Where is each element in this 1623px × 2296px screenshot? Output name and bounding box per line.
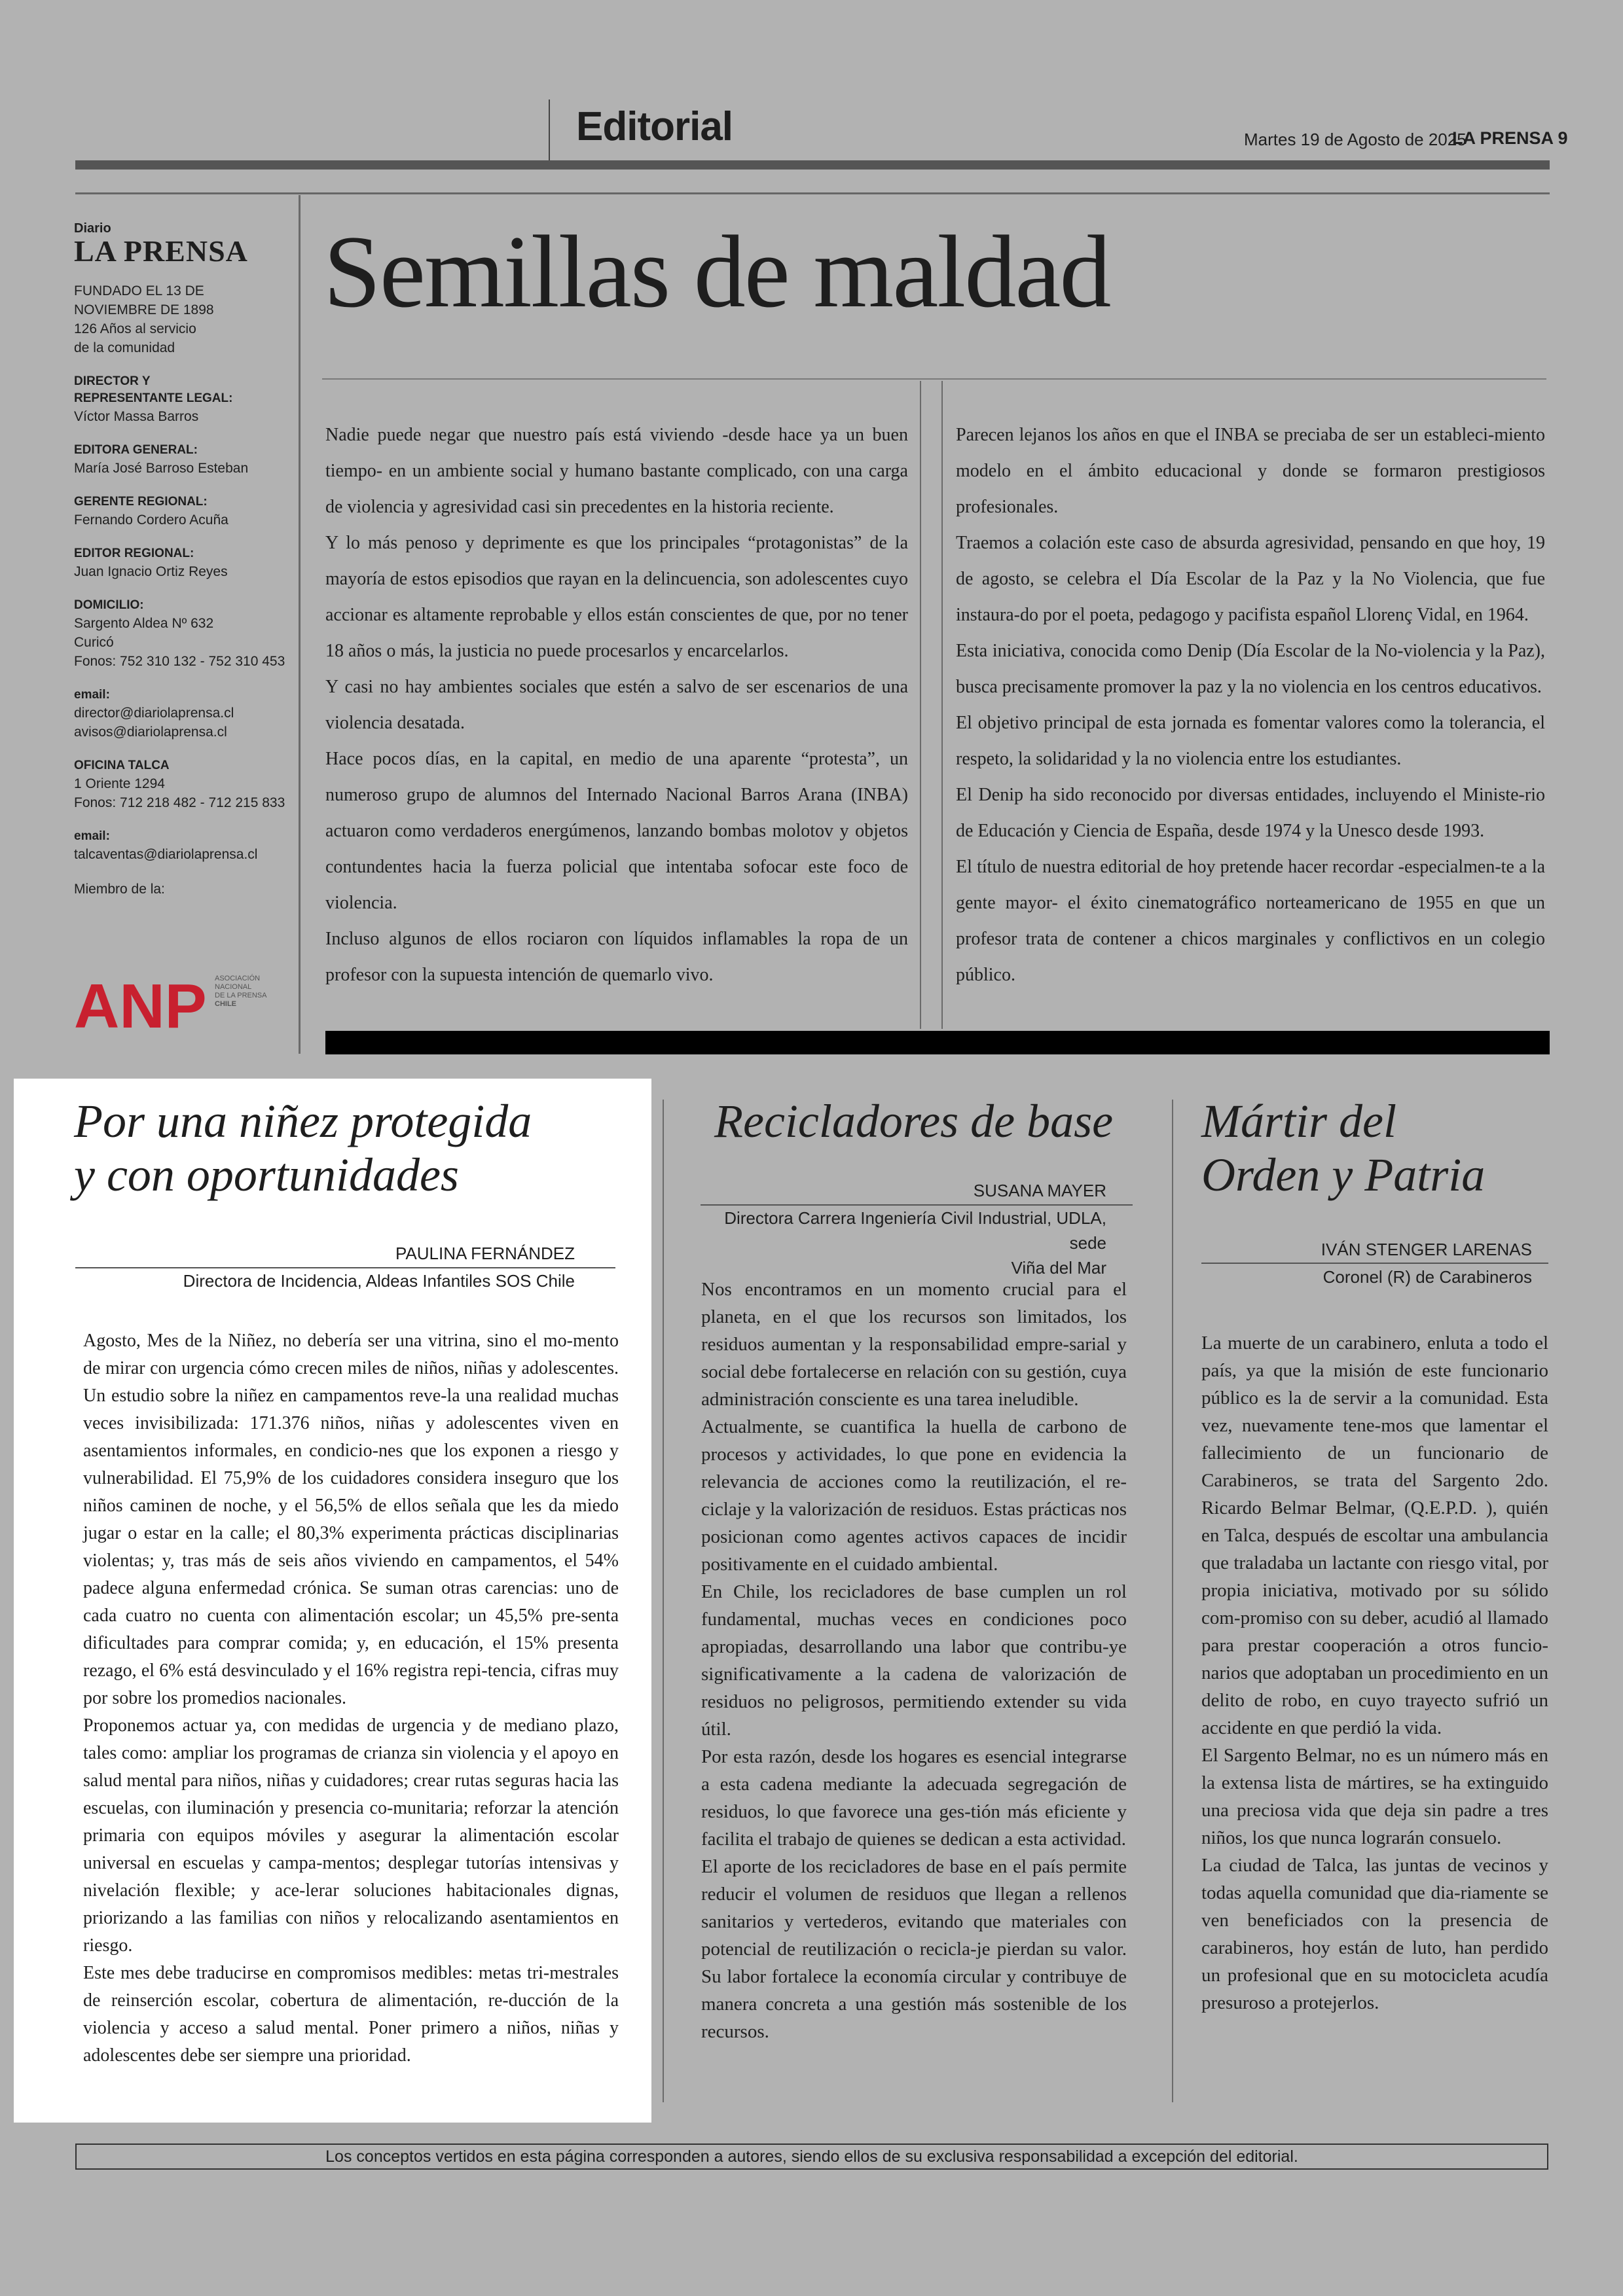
column3-paragraph: La ciudad de Talca, las juntas de vecinos y todas aquella comunidad que dia-riamente se ven beneficiados con la presencia de carabineros, hoy están de luto, han perdido un profesional que en su motocicleta acudía presuroso a protejerlos. bbox=[1201, 1855, 1548, 2013]
column3-title bbox=[1201, 1094, 1542, 1202]
domicilio-line: Fonos: 752 310 132 - 752 310 453 bbox=[74, 654, 285, 669]
section-label: Editorial bbox=[576, 104, 733, 149]
editora-name: María José Barroso Esteban bbox=[74, 461, 249, 476]
column3-role: Coronel (R) de Carabineros bbox=[1322, 1267, 1532, 1287]
founded-line: 126 Años al servicio bbox=[74, 321, 196, 336]
editor-label: EDITOR REGIONAL: bbox=[74, 547, 194, 560]
column1-paragraph: Agosto, Mes de la Niñez, no debería ser una vitrina, sino el mo-mento de mirar con urgencia cómo crecen miles de niños, niñas y adolescentes. Un estudio sobre la niñez en campamentos reve-la una realidad muchas veces invisibilizada: 171.376 niños, niñas y adolescentes viven en asentamientos informales, en condicio-nes que los exponen a riesgo y vulnerabilidad. El 75,9% de los cuidadores considera inseguro que los niños caminen de noche, y el 56,5% de ellos señala que les da miedo jugar o estar en la calle; el 80,3% experimenta prácticas disciplinarias violentas; y, tras más de seis años viviendo en campamentos, el 54% padece alguna enfermedad crónica. Se suman otras carencias: uno de cada cuatro no cuenta con alimentación escolar; un 45,5% pre-senta dificultades para comprar comida; y, en educación, el 15% presenta rezago, el 6% está desvinculado y el 16% registra repi-tencia, cifras muy por sobre los promedios nacionales. bbox=[83, 1331, 619, 1708]
column2-role-line: Directora Carrera Ingeniería Civil Industrial, UDLA, sede bbox=[724, 1208, 1106, 1253]
editorial-paragraph: Incluso algunos de ellos rociaron con líquidos inflamables la ropa de un profesor con la supuesta intención de quemarlo vivo. bbox=[325, 929, 908, 985]
anp-sub-line: ASOCIACIÓN bbox=[215, 975, 261, 982]
header-divider bbox=[549, 99, 550, 161]
column2-paragraph: Actualmente, se cuantifica la huella de carbono de procesos y actividades, lo que pone en evidencia la relevancia de acciones como la reutilización, el re-ciclaje y la valorización de residuos. Estas prácticas nos posicionan como agentes activos capaces de incidir positivamente en el cuidado ambiental. bbox=[701, 1416, 1127, 1575]
talca-line: 1 Oriente 1294 bbox=[74, 776, 165, 791]
anp-logo-icon bbox=[74, 967, 270, 1039]
gerente-label: GERENTE REGIONAL: bbox=[74, 495, 208, 509]
column3-title-line: Orden y Patria bbox=[1201, 1149, 1486, 1201]
editorial-paragraph: Traemos a colación este caso de absurda agresividad, pensando en que hoy, 19 de agosto, se celebra el Día Escolar de la Paz y la No Violencia, que fue instaura-do por el poeta, pedagogo y pacifista español Llorenç Vidal, en 1964. bbox=[956, 533, 1545, 625]
editorial-paragraph: Nadie puede negar que nuestro país está viviendo -desde hace ya un buen tiempo- en un ambiente social y humano bastante complicado, con una carga de violencia y agresividad casi sin precedentes en la historia reciente. bbox=[325, 425, 908, 517]
editora-label: EDITORA GENERAL: bbox=[74, 443, 198, 457]
column3-body bbox=[1201, 1329, 1548, 2017]
column1-title bbox=[74, 1094, 637, 1202]
editor-name: Juan Ignacio Ortiz Reyes bbox=[74, 564, 228, 579]
masthead-gerente bbox=[74, 493, 293, 529]
anp-logo-letters: ANP bbox=[74, 971, 207, 1039]
column-rule bbox=[663, 1100, 664, 2102]
editorial-paragraph: Y casi no hay ambientes sociales que estén a salvo de ser escenarios de una violencia desatada. bbox=[325, 677, 908, 733]
masthead-editor bbox=[74, 545, 293, 581]
column1-title-line: y con oportunidades bbox=[74, 1149, 459, 1201]
talca-label: OFICINA TALCA bbox=[74, 759, 170, 772]
email-link[interactable]: avisos@diariolaprensa.cl bbox=[74, 725, 227, 740]
header-paper-page: LA PRENSA 9 bbox=[1452, 128, 1568, 148]
founded-line: de la comunidad bbox=[74, 340, 175, 355]
column2-author: SUSANA MAYER bbox=[973, 1181, 1106, 1200]
editorial-paragraph: Esta iniciativa, conocida como Denip (Día Escolar de la No-violencia y la Paz), busca precisamente promover la paz y la no violencia en los centros educativos. bbox=[956, 641, 1545, 697]
column3-title-line: Mártir del bbox=[1201, 1095, 1396, 1147]
email-label: email: bbox=[74, 688, 110, 702]
domicilio-line: Curicó bbox=[74, 635, 114, 650]
founded-line: FUNDADO EL 13 DE bbox=[74, 283, 204, 298]
editorial-paragraph: El título de nuestra editorial de hoy pretende hacer recordar -especialmen-te a la gente mayor- el éxito cinematográfico norteamericano de 1955 en que un profesor trata de contener a chicos marginales y conflictivos en un colegio público. bbox=[956, 857, 1545, 985]
editorial-paragraph: Y lo más penoso y deprimente es que los principales “protagonistas” de la mayoría de estos episodios que rayan en la delincuencia, son adolescentes cuyo accionar es altamente reprobable y ellos están conscientes de que, por no tener 18 años o más, la justicia no puede procesarlos y encarcelarlos. bbox=[325, 533, 908, 661]
editorial-column-rule bbox=[941, 381, 943, 1029]
anp-sub-line: DE LA PRENSA bbox=[215, 992, 267, 999]
header-rule bbox=[75, 192, 1550, 194]
masthead-director bbox=[74, 373, 293, 426]
email2-label: email: bbox=[74, 829, 110, 843]
editorial-paragraph: El Denip ha sido reconocido por diversas entidades, incluyendo el Ministe-rio de Educación y Ciencia de España, desde 1974 y la Unesco desde 1993. bbox=[956, 785, 1545, 841]
director-name: Víctor Massa Barros bbox=[74, 409, 199, 424]
anp-logo-subtext bbox=[215, 974, 267, 1008]
editorial-bottom-bar bbox=[325, 1031, 1550, 1054]
gerente-name: Fernando Cordero Acuña bbox=[74, 512, 228, 528]
email-link[interactable]: director@diariolaprensa.cl bbox=[74, 706, 234, 721]
masthead-talca bbox=[74, 757, 293, 812]
column2-body bbox=[701, 1276, 1127, 2045]
editorial-column-2 bbox=[956, 417, 1545, 993]
founded-line: NOVIEMBRE DE 1898 bbox=[74, 302, 214, 317]
column3-byline-rule bbox=[1201, 1263, 1548, 1264]
editorial-paragraph: Parecen lejanos los años en que el INBA se preciaba de ser un estableci-miento modelo en el ámbito educacional y donde se formaron prestigiosos profesionales. bbox=[956, 425, 1545, 517]
column2-paragraph: Nos encontramos en un momento crucial para el planeta, en el que los recursos son limitados, los residuos aumentan y la responsabilidad empre-sarial y social debe fortalecerse en relación con su gestión, cuya administración consciente es una tarea ineludible. bbox=[701, 1279, 1127, 1410]
column2-title: Recicladores de base bbox=[714, 1095, 1114, 1147]
column2-role bbox=[701, 1206, 1106, 1280]
editorial-column-rule bbox=[920, 381, 921, 1029]
masthead-divider bbox=[299, 195, 301, 1054]
column1-title-line: Por una niñez protegida bbox=[74, 1095, 532, 1147]
domicilio-label: DOMICILIO: bbox=[74, 598, 144, 612]
member-label: Miembro de la: bbox=[74, 882, 165, 897]
anp-sub-line: CHILE bbox=[215, 1000, 236, 1008]
column2-paragraph: En Chile, los recicladores de base cumplen un rol fundamental, muchas veces en condiciones poco apropiadas, desarrollando una labor que contribu-ye significativamente a la cadena de valorización de residuos no peligrosos, permitiendo extender su vida útil. bbox=[701, 1581, 1127, 1740]
footer-disclaimer: Los conceptos vertidos en esta página corresponden a autores, siendo ellos de su exclusiva responsabilidad a excepción del editorial. bbox=[75, 2144, 1548, 2170]
column1-role: Directora de Incidencia, Aldeas Infantiles SOS Chile bbox=[183, 1271, 575, 1291]
editorial-paragraph: Hace pocos días, en la capital, en medio de una aparente “protesta”, un numeroso grupo de alumnos del Internado Nacional Barros Arana (INBA) actuaron como verdaderos energúmenos, lanzando bombas molotov y objetos contundentes hacia la fuerza policial que intentaba sofocar este foco de violencia. bbox=[325, 749, 908, 913]
editorial-title: Semillas de maldad bbox=[323, 215, 1110, 329]
masthead-domicilio bbox=[74, 597, 293, 671]
anp-sub-line: NACIONAL bbox=[215, 983, 252, 991]
editorial-paragraph: El objetivo principal de esta jornada es fomentar valores como la tolerancia, el respeto, la solidaridad y la no violencia entre los estudiantes. bbox=[956, 713, 1545, 769]
column2-paragraph: El aporte de los recicladores de base en el país permite reducir el volumen de residuos que llegan a rellenos sanitarios y vertederos, evitando que materiales con potencial de reutilización o recicla-je pierdan su valor. Su labor fortalece la economía circular y contribuye de manera concreta a una gestión más sostenible de los recursos. bbox=[701, 1856, 1127, 2042]
column-rule bbox=[1172, 1100, 1173, 2102]
column3-paragraph: El Sargento Belmar, no es un número más en la extensa lista de mártires, se ha extinguido una preciosa vida que deja sin padre a tres niños, los que nunca lograrán consuelo. bbox=[1201, 1745, 1548, 1848]
masthead-diario: Diario bbox=[74, 221, 111, 236]
masthead-email bbox=[74, 687, 293, 742]
email-link[interactable]: talcaventas@diariolaprensa.cl bbox=[74, 847, 258, 862]
column3-author: IVÁN STENGER LARENAS bbox=[1321, 1240, 1532, 1259]
editorial-rule bbox=[322, 378, 1546, 380]
masthead-name: LA PRENSA bbox=[74, 234, 248, 268]
talca-line: Fonos: 712 218 482 - 712 215 833 bbox=[74, 795, 285, 810]
masthead bbox=[74, 221, 293, 899]
director-label: REPRESENTANTE LEGAL: bbox=[74, 391, 233, 405]
column1-body bbox=[83, 1327, 619, 2070]
header-date: Martes 19 de Agosto de 2025 bbox=[1244, 130, 1467, 149]
domicilio-line: Sargento Aldea Nº 632 bbox=[74, 616, 214, 631]
header-bar bbox=[75, 160, 1550, 170]
masthead-email2 bbox=[74, 828, 293, 864]
column1-author: PAULINA FERNÁNDEZ bbox=[395, 1244, 575, 1263]
masthead-founded bbox=[74, 281, 293, 357]
editorial-column-1 bbox=[325, 417, 908, 993]
column1-paragraph: Proponemos actuar ya, con medidas de urgencia y de mediano plazo, tales como: ampliar los programas de crianza sin violencia y el apoyo en salud mental para niños, niñas y cuidadores; crear rutas seguras hacia las escuelas, con iluminación y presencia co-munitaria; reforzar la atención primaria con equipos móviles y asegurar la alimentación escolar universal en escuelas y campa-mentos; desplegar tutorías intensivas y nivelación flexible; y ace-lerar soluciones habitacionales dignas, priorizando a las familias con niños y relocalizando asentamientos en riesgo. bbox=[83, 1715, 619, 1956]
column2-paragraph: Por esta razón, desde los hogares es esencial integrarse a esta cadena mediante la adecuada segregación de residuos, lo que favorece una ges-tión más eficiente y facilita el trabajo de quienes se dedican a esta actividad. bbox=[701, 1746, 1127, 1850]
column2-role-line: Viña del Mar bbox=[1011, 1258, 1106, 1278]
column1-paragraph: Este mes debe traducirse en compromisos medibles: metas tri-mestrales de reinserción escolar, cobertura de alimentación, re-ducción de la violencia y acceso a salud mental. Poner primero a niños, niñas y adolescentes debe ser siempre una prioridad. bbox=[83, 1963, 619, 2066]
column3-paragraph: La muerte de un carabinero, enluta a todo el país, ya que la misión de este funcionario público es la de servir a la comunidad. Esta vez, nuevamente tene-mos que lamentar el fallecimiento de un funcionario de Carabineros, se trata del Sargento 2do. Ricardo Belmar Belmar, (Q.E.P.D. ), quién en Talca, después de escoltar una ambulancia que traladaba un lactante con riesgo vital, por propia iniciativa, motivado por su sólido com-promiso con su deber, acudió al llamado para prestar cooperación a otros funcio-narios que adoptaban un procedimiento en un delito de robo, en cuyo trayecto sufrió un accidente en que perdió la vida. bbox=[1201, 1333, 1548, 1738]
director-label: DIRECTOR Y bbox=[74, 374, 151, 388]
masthead-editora bbox=[74, 442, 293, 478]
